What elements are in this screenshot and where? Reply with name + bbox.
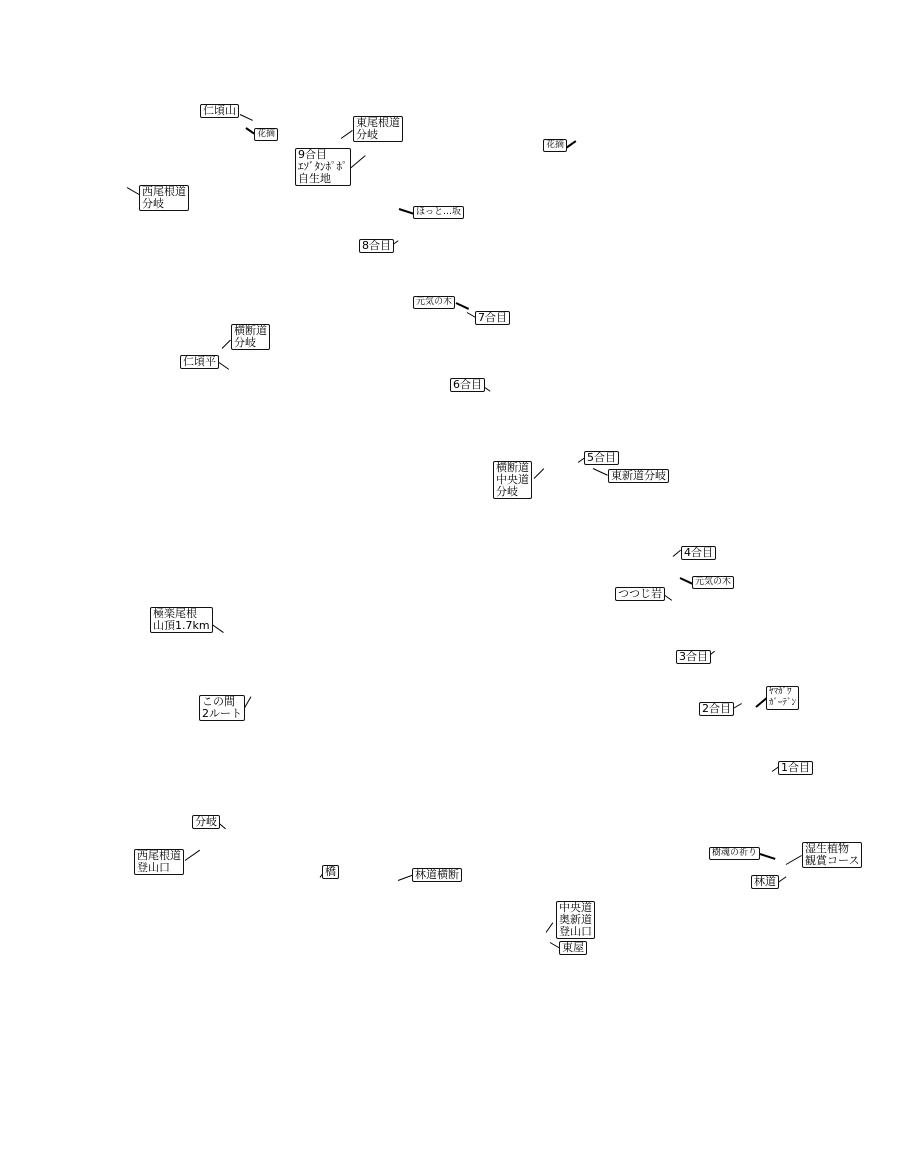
- label-azumaya: 東屋: [559, 941, 587, 955]
- label-genki-no-ki-2: 元気の木: [692, 576, 734, 589]
- leader-jukon-no-inori: [760, 853, 776, 860]
- label-higashi-shindo-bunki: 東新道分岐: [608, 469, 669, 483]
- label-oudan-chuo-bunki: 横断道 中央道 分岐: [493, 461, 532, 499]
- label-shisei-shokubutsu: 湿生植物 観賞コース: [802, 842, 862, 868]
- leader-nishione-tozanguchi: [185, 850, 200, 861]
- label-nitozan: 仁頃山: [200, 104, 239, 118]
- leader-gokuraku-one: [212, 624, 224, 633]
- label-yamagawa-garden: ﾔﾏｶﾞﾜ ｶﾞｰﾃﾞﾝ: [766, 686, 799, 710]
- label-hotto-saka: ほっと…坂: [413, 206, 464, 219]
- label-rindo: 林道: [751, 875, 779, 889]
- label-higashione-bunki: 東尾根道 分岐: [353, 116, 403, 142]
- leader-rindo-oudan: [398, 875, 413, 881]
- leader-2gome: [733, 703, 742, 709]
- label-1gome: 1合目: [778, 761, 813, 775]
- leader-9gome: [350, 155, 366, 169]
- label-4gome: 4合目: [681, 546, 716, 560]
- label-tsutsuji-iwa: つつじ岩: [615, 587, 665, 601]
- leader-nitozan: [240, 114, 253, 121]
- label-3gome: 3合目: [676, 650, 711, 664]
- label-8gome: 8合目: [359, 239, 394, 253]
- label-gokuraku-one: 極楽尾根 山頂1.7km: [150, 607, 213, 633]
- leader-higashi-shindo-bunki: [593, 468, 608, 476]
- label-2gome: 2合目: [699, 702, 734, 716]
- label-nitodaira: 仁頃平: [180, 355, 219, 369]
- label-jukon-no-inori: 樹魂の祈り: [709, 847, 760, 860]
- leader-oudan-chuo-bunki: [534, 468, 545, 479]
- leader-higashione-bunki: [341, 130, 353, 139]
- label-hashi: 橋: [322, 865, 339, 879]
- label-genki-no-ki-1: 元気の木: [413, 296, 455, 309]
- label-hanatsumi-1: 花摘: [254, 128, 278, 141]
- leader-rindo: [778, 876, 787, 883]
- leader-genki-no-ki1: [456, 302, 470, 310]
- label-nishione-bunki: 西尾根道 分岐: [139, 185, 189, 211]
- label-chuo-okushin-tozanguchi: 中央道 奥新道 登山口: [556, 901, 595, 939]
- leader-4gome: [673, 550, 681, 557]
- label-rindo-oudan: 林道横断: [412, 868, 462, 882]
- leader-hanatsumi2: [565, 140, 576, 149]
- label-bunki: 分岐: [192, 815, 220, 829]
- label-9gome: 9合目 ｴｿﾞﾀﾝﾎﾟﾎﾟ 自生地: [295, 148, 351, 186]
- label-hanatsumi-2: 花摘: [543, 139, 567, 152]
- label-oudan-bunki: 横断道 分岐: [231, 324, 270, 350]
- label-7gome: 7合目: [475, 311, 510, 325]
- label-6gome: 6合目: [450, 378, 485, 392]
- leader-shisei-shokubutsu: [786, 855, 802, 865]
- leader-nitodaira: [219, 362, 229, 370]
- label-konoma-route: この間 2ルート: [199, 695, 245, 721]
- label-5gome: 5合目: [584, 451, 619, 465]
- label-nishione-tozanguchi: 西尾根道 登山口: [134, 849, 184, 875]
- leader-chuo-okushin-tozanguchi: [546, 922, 554, 932]
- leader-oudan-bunki: [222, 340, 231, 349]
